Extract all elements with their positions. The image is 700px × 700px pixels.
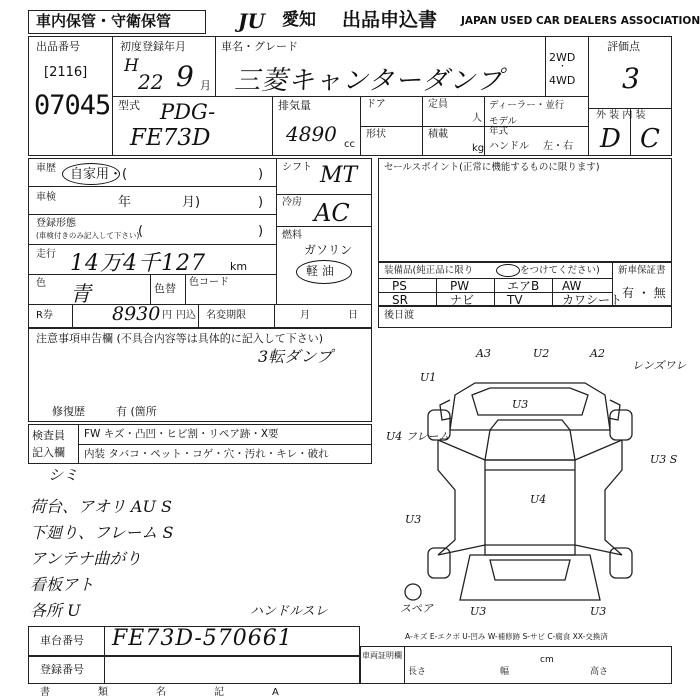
diagram-mark: A3 bbox=[476, 347, 491, 360]
damage-legend: A-キズ E-エクボ U-凹み W-補修跡 S-サビ C-腐食 XX-交換済 bbox=[405, 632, 608, 641]
org-name: 愛知 bbox=[282, 10, 316, 30]
color-label: 色 bbox=[36, 278, 46, 289]
registration-month: 9 bbox=[176, 60, 194, 93]
spare-tire bbox=[405, 584, 421, 600]
diagram-mark: U1 bbox=[420, 371, 437, 384]
handle-options: 左・右 bbox=[543, 141, 573, 152]
diagram-mark: U3 bbox=[590, 605, 607, 618]
diagram-mark: U3 bbox=[405, 513, 422, 526]
dealer-label: ディーラー・並行 bbox=[489, 100, 565, 111]
equipment-item: AW bbox=[562, 279, 582, 293]
inspector-note: アンテナ曲がり bbox=[30, 549, 142, 568]
footer-item: A bbox=[272, 687, 279, 698]
footer-item: 名 bbox=[156, 687, 166, 698]
ext-int-label: 外 装 内 装 bbox=[596, 110, 646, 121]
model-value-line1: PDG- bbox=[160, 100, 216, 124]
equipment-item: TV bbox=[507, 293, 523, 307]
windshield bbox=[472, 388, 588, 415]
inspector-label-1: 検査員 bbox=[32, 429, 65, 442]
footer-item: 記 bbox=[214, 687, 224, 698]
mileage-value: 14万4千127 bbox=[70, 251, 206, 276]
shift-value: MT bbox=[320, 163, 358, 188]
history-close: ) bbox=[258, 167, 264, 182]
cargo-bed bbox=[485, 460, 575, 555]
history-value: 自家用・( bbox=[70, 167, 128, 182]
load-label: 積載 bbox=[428, 129, 448, 140]
inspector-label-2: 記入欄 bbox=[32, 446, 65, 459]
car-name-value: 三菱キャンターダンプ bbox=[234, 66, 504, 96]
inspection-label: 車検 bbox=[36, 192, 56, 203]
color-change-label: 色替 bbox=[154, 282, 176, 295]
recycle-label: R券 bbox=[36, 310, 53, 321]
displacement-value: 4890 bbox=[286, 122, 337, 146]
rear-outline bbox=[460, 555, 600, 600]
conversion-paren: ( bbox=[138, 224, 144, 239]
inspector-row-1: FW キズ・凸凹・ヒビ割・リペア跡・X要 bbox=[84, 428, 279, 440]
car-name-label: 車名・グレード bbox=[221, 40, 298, 53]
color-value: 青 bbox=[70, 282, 91, 306]
recycle-unit: 円 bbox=[162, 310, 172, 321]
interior-grade: C bbox=[640, 124, 660, 154]
footer-item: 書 bbox=[40, 687, 50, 698]
equipment-item: PW bbox=[450, 279, 470, 293]
chassis-label: 車台番号 bbox=[40, 634, 84, 647]
warranty-label: 新車保証書 bbox=[618, 265, 666, 276]
model-year-label: モデル年式 bbox=[489, 116, 518, 137]
aircon-label: 冷房 bbox=[282, 197, 302, 208]
mod-month: 月 bbox=[300, 310, 310, 321]
logo-text: JU bbox=[238, 9, 265, 33]
sales-point-label: セールスポイント(正常に機能するものに限ります) bbox=[384, 162, 600, 173]
inspector-note: 下廻り、フレーム S bbox=[30, 523, 174, 542]
conversion-close: ) bbox=[258, 224, 264, 239]
drive-4wd: 4WD bbox=[549, 74, 576, 87]
inspector-note: シミ bbox=[48, 466, 79, 484]
equipment-item: PS bbox=[392, 279, 407, 293]
shape-label: 形状 bbox=[366, 129, 386, 140]
drive-2wd: 2WD bbox=[549, 51, 576, 64]
door-label: ドア bbox=[366, 99, 386, 110]
diagram-mark: U3 bbox=[470, 605, 487, 618]
cert-cm: cm bbox=[540, 655, 554, 665]
right-side-body bbox=[605, 440, 622, 555]
registration-label: 初度登録年月 bbox=[120, 40, 186, 53]
mileage-unit: km bbox=[230, 260, 248, 273]
registration-month-unit: 月 bbox=[200, 79, 211, 92]
vehicle-cert-label: 車両証明欄 bbox=[362, 651, 402, 660]
score-value: 3 bbox=[622, 62, 640, 95]
lot-number: 07045 bbox=[34, 90, 111, 121]
reg-no-label: 登録番号 bbox=[40, 663, 84, 676]
history-label: 車歴 bbox=[36, 163, 56, 174]
diagram-mark: A2 bbox=[590, 347, 605, 360]
registration-era: H bbox=[124, 56, 139, 76]
inspector-row-2: 内装 タバコ・ペット・コゲ・穴・汚れ・キレ・破れ bbox=[84, 448, 329, 460]
diagram-mark: U3 S bbox=[650, 453, 678, 466]
conversion-label: 登録形態 bbox=[36, 218, 76, 229]
footer-item: 類 bbox=[98, 687, 108, 698]
score-label: 評価点 bbox=[607, 40, 640, 53]
equipment-item: カワシート bbox=[562, 293, 623, 307]
conversion-sub: (車検付きのみ記入して下さい) bbox=[36, 231, 140, 240]
diagram-mark: レンズワレ bbox=[632, 359, 687, 372]
mod-day: 日 bbox=[348, 310, 358, 321]
capacity-label: 定員 bbox=[428, 99, 448, 110]
lot-label: 出品番号 bbox=[36, 40, 80, 53]
fuel-label: 燃料 bbox=[282, 230, 302, 241]
shift-label: シフト bbox=[282, 162, 312, 173]
cert-height: 高さ bbox=[590, 667, 609, 677]
notes-entry: 3転ダンプ bbox=[258, 347, 333, 366]
inspection-year: 年 bbox=[118, 195, 132, 210]
inspector-note: 各所 U bbox=[30, 601, 81, 620]
repair-value: 有 (箇所 bbox=[116, 405, 157, 418]
warranty-options: 有 ・ 無 bbox=[622, 286, 666, 300]
inspection-month: 月) bbox=[182, 195, 201, 210]
cab-roof bbox=[485, 420, 575, 460]
mileage-label: 走行 bbox=[36, 249, 56, 260]
chassis-value: FE73D-570661 bbox=[112, 626, 293, 651]
aircon-value: AC bbox=[314, 199, 350, 227]
equipment-label: 装備品(純正品に限り bbox=[384, 265, 474, 276]
fuel-diesel: 軽 油 bbox=[306, 264, 334, 278]
wheel-front-right bbox=[610, 410, 632, 440]
drive-dot: ・ bbox=[558, 62, 568, 72]
diagram-mark: U4 フレーム bbox=[386, 430, 450, 443]
after-equipment-label: 後日渡 bbox=[384, 310, 414, 321]
cab-outline bbox=[450, 383, 610, 430]
repair-label: 修復歴 bbox=[52, 405, 85, 418]
model-label: 型式 bbox=[118, 99, 140, 112]
left-side-body bbox=[438, 440, 455, 555]
fuel-gasoline: ガソリン bbox=[304, 243, 353, 257]
equipment-item: SR bbox=[392, 293, 408, 307]
inspector-note: ハンドルスレ bbox=[250, 604, 328, 619]
recycle-included: 円込 bbox=[176, 310, 196, 321]
recycle-value: 8930 bbox=[112, 303, 161, 325]
rear-window bbox=[490, 560, 570, 580]
handle-label: ハンドル bbox=[489, 141, 529, 152]
diagram-mark: U3 bbox=[512, 398, 529, 411]
form-subtitle: JAPAN USED CAR DEALERS ASSOCIATION bbox=[461, 15, 700, 27]
diagram-mark: U4 bbox=[530, 493, 547, 506]
displacement-unit: cc bbox=[344, 139, 355, 150]
cert-length: 長さ bbox=[408, 667, 427, 677]
storage-label: 車内保管・守衛保管 bbox=[36, 12, 172, 30]
inspector-note: 看板アト bbox=[30, 575, 95, 594]
color-code-label: 色コード bbox=[189, 277, 229, 288]
mod-deadline-label: 名変期限 bbox=[206, 310, 246, 321]
capacity-unit: 人 bbox=[472, 113, 482, 124]
equipment-label-2: をつけてください) bbox=[520, 265, 600, 276]
diagram-mark: U2 bbox=[533, 347, 550, 360]
lot-code: [2116] bbox=[44, 65, 88, 80]
exterior-grade: D bbox=[600, 124, 621, 154]
displacement-label: 排気量 bbox=[278, 99, 311, 112]
inspection-close: ) bbox=[258, 195, 264, 210]
cert-width: 幅 bbox=[500, 667, 510, 677]
form-title: 出品申込書 bbox=[342, 9, 438, 31]
equipment-item: ナビ bbox=[450, 293, 475, 307]
equipment-item: エアB bbox=[507, 279, 540, 293]
model-value-line2: FE73D bbox=[130, 125, 211, 151]
diagram-mark: スペア bbox=[400, 602, 433, 615]
load-unit: kg bbox=[472, 143, 485, 154]
registration-year: 22 bbox=[138, 70, 164, 94]
notes-label: 注意事項申告欄 (不具合内容等は具体的に記入して下さい) bbox=[36, 332, 324, 345]
inspector-note: 荷台、アオリ AU S bbox=[30, 497, 173, 516]
